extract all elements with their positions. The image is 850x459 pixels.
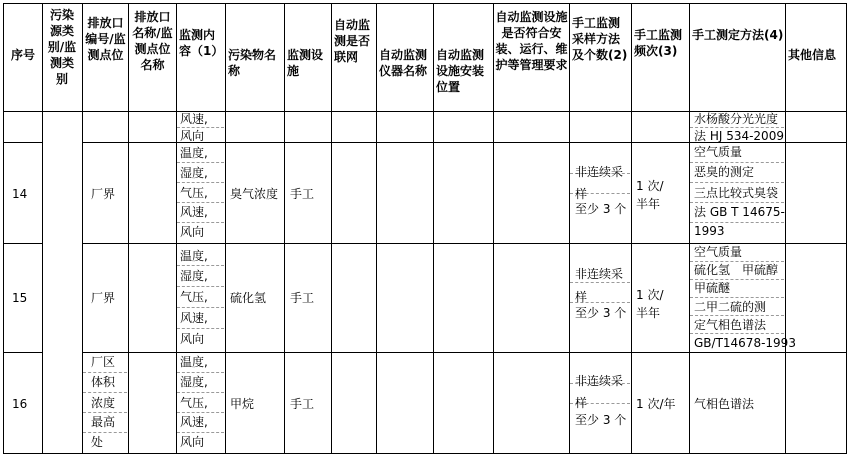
sampling-line: 至少 3 个 [575, 306, 627, 320]
method-line: 法 GB T 14675- [694, 205, 785, 219]
content-line: 风速, [180, 112, 208, 126]
content-line: 风速, [180, 415, 208, 429]
sampling-line: 非连续采 [575, 165, 624, 179]
sampling-line: 至少 3 个 [575, 413, 627, 427]
method-line: 气相色谱法 [694, 397, 755, 411]
row-number: 15 [12, 291, 28, 305]
monitoring-point: 厂界 [91, 291, 116, 305]
content-line: 风速, [180, 205, 208, 219]
method-line: 硫化氢 甲硫醇 [694, 263, 779, 277]
header-outlet-number: 排放口编号/监测点位 [85, 16, 126, 62]
header-auto-compliance: 自动监测设施是否符合安装、运行、维护等管理要求 [495, 10, 568, 72]
content-line: 温度, [180, 146, 208, 160]
method-line: 1993 [694, 224, 725, 238]
method-line: 定气相色谱法 [694, 318, 767, 332]
header-auto-install-position: 自动监测设施安装位置 [436, 48, 485, 94]
sampling-line: 样 [575, 290, 588, 304]
monitoring-point: 浓度 [91, 396, 116, 410]
header-other-info: 其他信息 [788, 48, 837, 62]
monitoring-table [3, 3, 847, 454]
monitoring-point: 厂界 [91, 187, 116, 201]
content-line: 温度, [180, 355, 208, 369]
header-seq: 序号 [10, 48, 35, 62]
sampling-line: 样 [575, 187, 588, 201]
header-source-category: 污染源类别/监测类别 [47, 8, 77, 86]
method-line: 二甲二硫的测 [694, 300, 767, 314]
row-number: 14 [12, 187, 28, 201]
content-line: 气压, [180, 290, 208, 304]
monitoring-facility: 手工 [290, 187, 315, 201]
frequency-line: 半年 [636, 197, 661, 211]
method-line: 三点比较式臭袋 [694, 186, 779, 200]
header-outlet-name: 排放口名称/监测点位名称 [132, 10, 173, 72]
sampling-line: 样 [575, 396, 588, 410]
content-line: 湿度, [180, 375, 208, 389]
content-line: 温度, [180, 249, 208, 263]
monitoring-point: 最高 [91, 415, 116, 429]
pollutant-name: 甲烷 [230, 397, 255, 411]
pollutant-name: 硫化氢 [230, 291, 267, 305]
content-line: 气压, [180, 186, 208, 200]
sampling-line: 非连续采 [575, 374, 624, 388]
content-line: 风向 [180, 225, 205, 239]
content-line: 风向 [180, 129, 205, 143]
method-line: 空气质量 [694, 145, 743, 159]
sampling-line: 非连续采 [575, 267, 624, 281]
frequency-line: 1 次/年 [636, 397, 676, 411]
monitoring-facility: 手工 [290, 397, 315, 411]
sampling-line: 至少 3 个 [575, 202, 627, 216]
header-auto-networked: 自动监测是否联网 [334, 18, 371, 64]
header-manual-method: 手工测定方法(4) [692, 28, 784, 42]
monitoring-point: 处 [91, 435, 104, 449]
row-number: 16 [12, 397, 28, 411]
method-line: 甲硫醚 [694, 281, 731, 295]
monitoring-point: 厂区 [91, 355, 116, 369]
frequency-line: 1 次/ [636, 288, 664, 302]
frequency-line: 半年 [636, 306, 661, 320]
header-manual-sampling: 手工监测采样方法及个数(2) [572, 16, 628, 62]
header-pollutant-name: 污染物名称 [228, 48, 277, 78]
method-line: 空气质量 [694, 245, 743, 259]
header-auto-instrument: 自动监测仪器名称 [379, 48, 428, 78]
method-line: 恶臭的测定 [694, 165, 755, 179]
content-line: 湿度, [180, 166, 208, 180]
header-monitoring-facility: 监测设施 [287, 48, 324, 78]
content-line: 风向 [180, 435, 205, 449]
pollutant-name: 臭气浓度 [230, 187, 279, 201]
header-manual-frequency: 手工监测频次(3) [634, 28, 683, 58]
content-line: 气压, [180, 396, 208, 410]
content-line: 湿度, [180, 269, 208, 283]
monitoring-point: 体积 [91, 375, 116, 389]
monitoring-facility: 手工 [290, 291, 315, 305]
content-line: 风向 [180, 332, 205, 346]
method-line: GB/T14678-1993 [694, 336, 796, 350]
frequency-line: 1 次/ [636, 179, 664, 193]
content-line: 风速, [180, 311, 208, 325]
method-line: 水杨酸分光光度 [694, 112, 779, 126]
header-monitoring-content: 监测内容（1） [179, 28, 224, 58]
method-line: 法 HJ 534-2009 [694, 129, 784, 143]
